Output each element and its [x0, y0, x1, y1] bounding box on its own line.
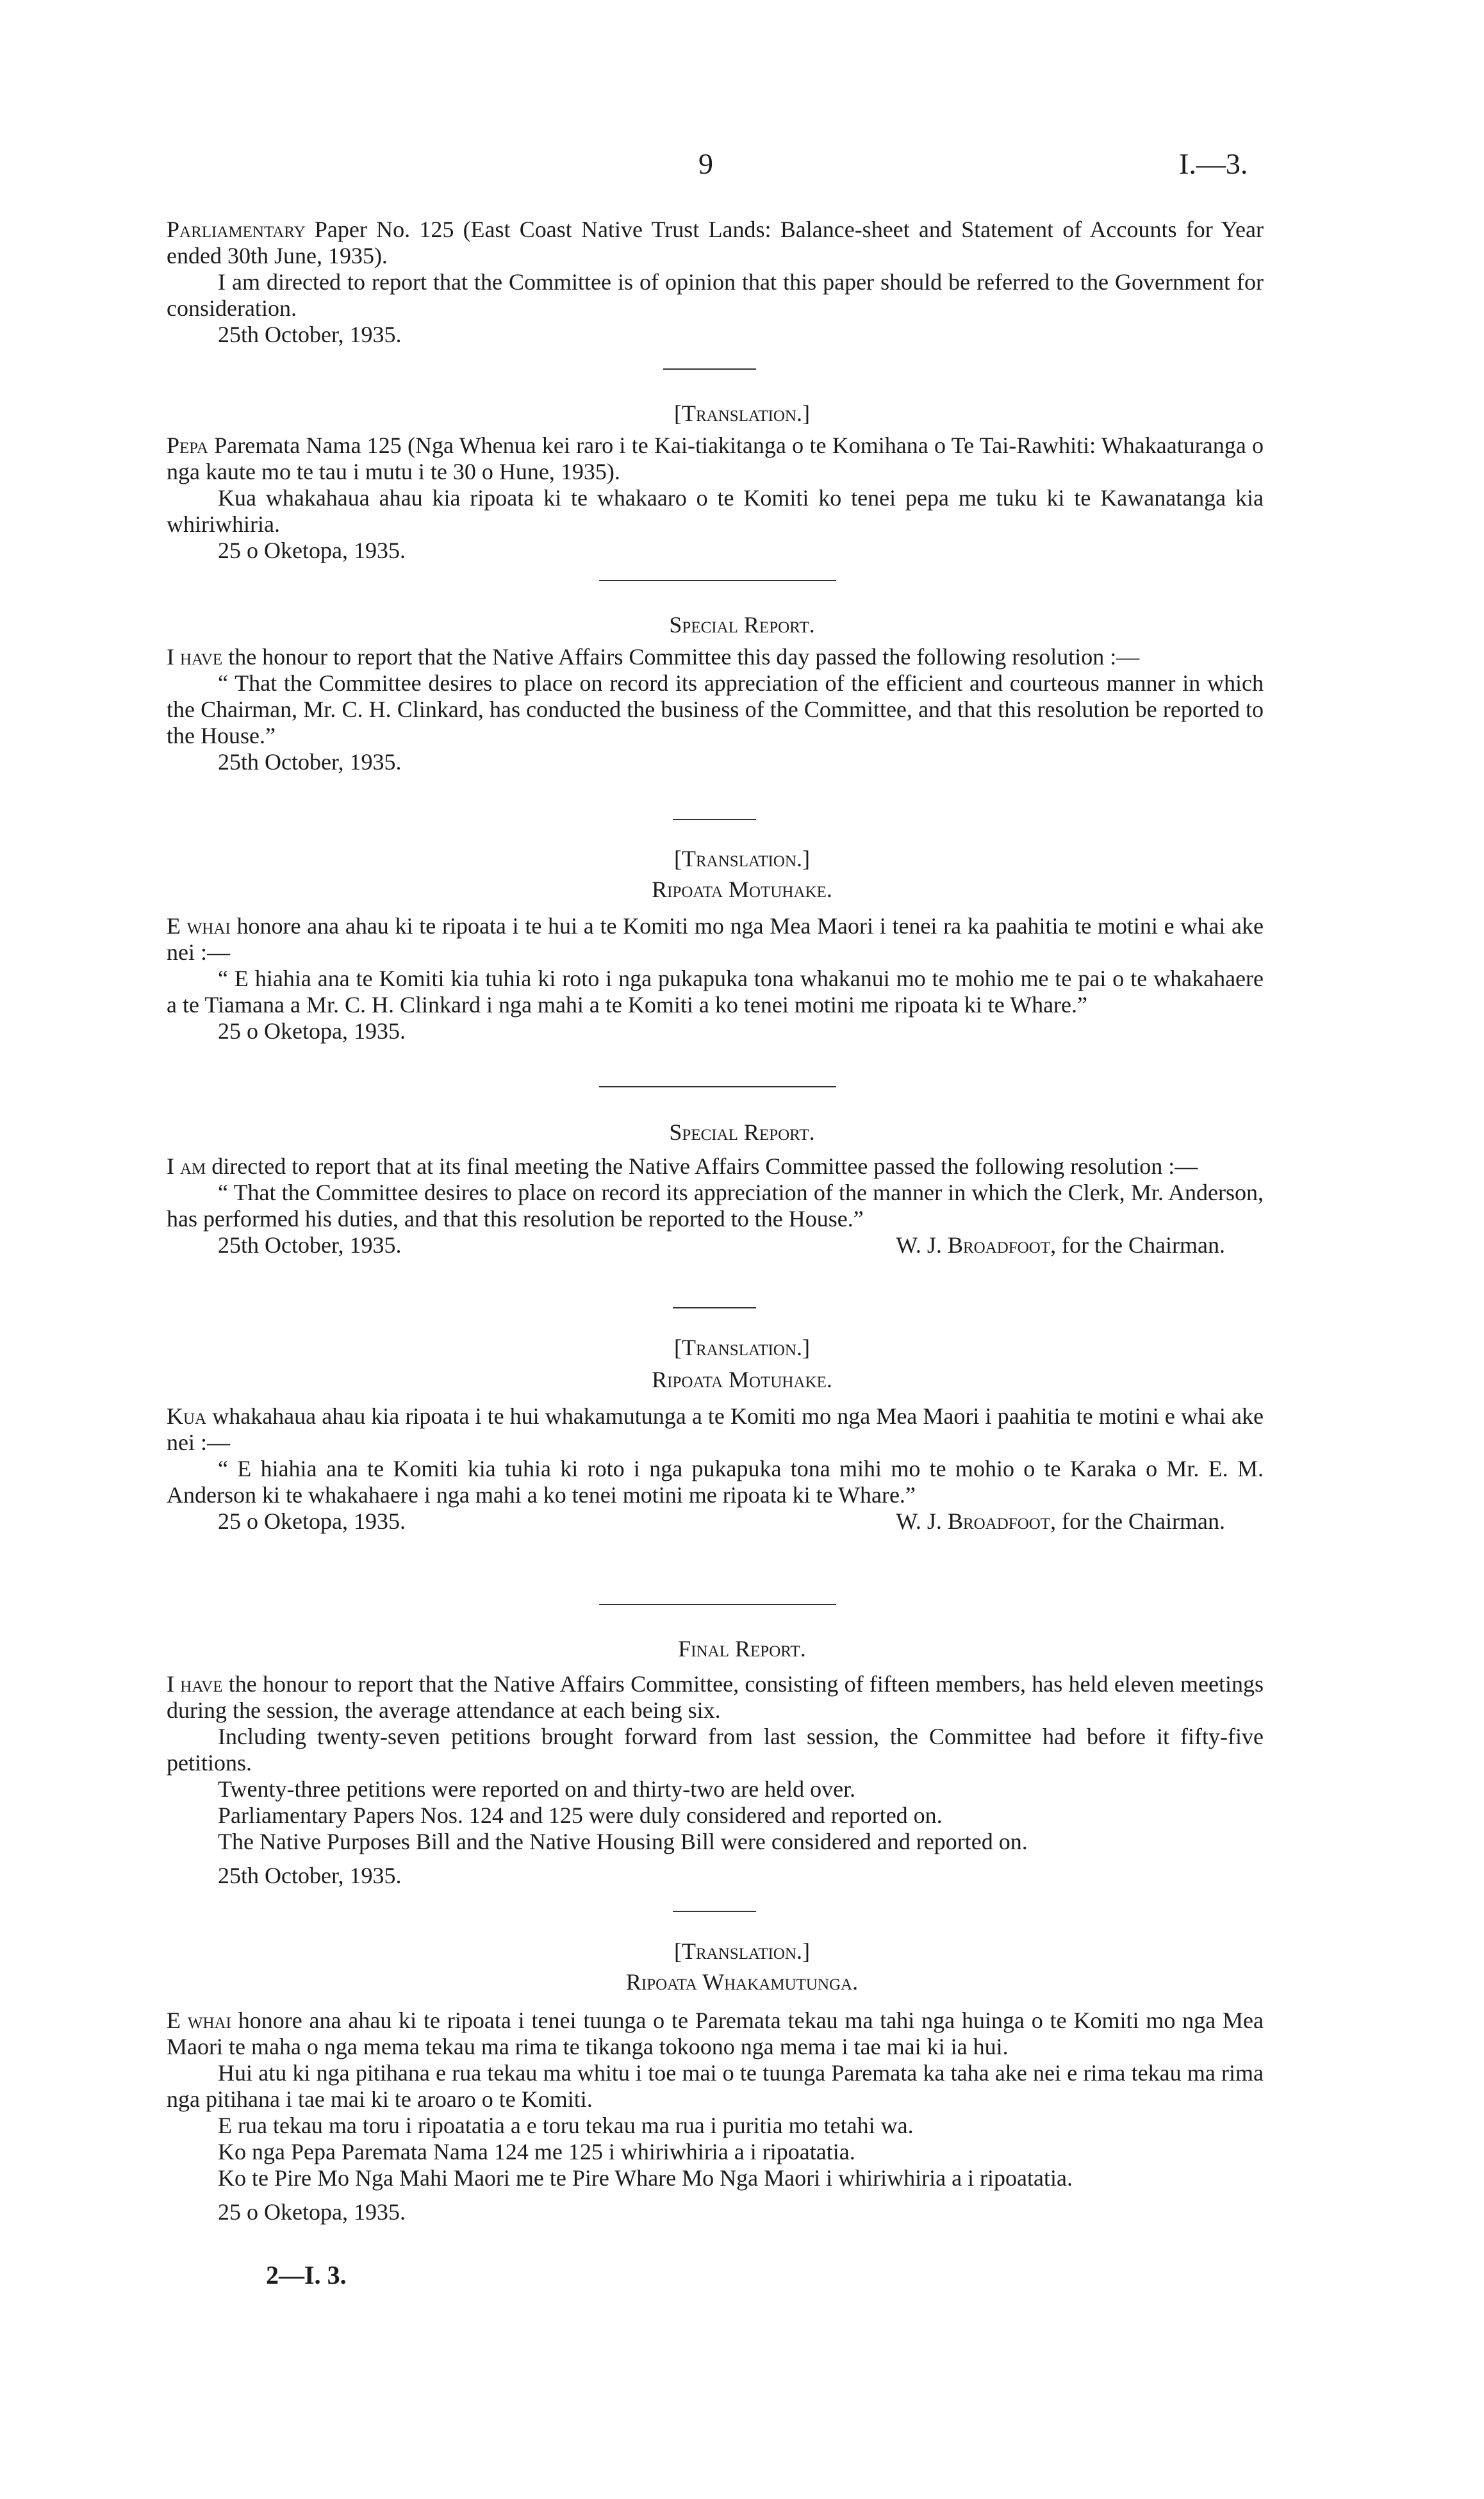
report-paragraph: Including twenty-seven petitions brought forward from last session, the Committee had before it fifty-five petitions. [167, 1724, 1264, 1776]
resolution-quote: “ That the Committee desires to place on record its appreciation of the efficient and courteous manner in which the Chairman, Mr. C. H. Clinkard, has conducted the business of the Committee, and that this resolution be reported to the House.” [167, 670, 1264, 748]
resolution-quote: “ E hiahia ana te Komiti kia tuhia ki roto i nga pukapuka tona mihi mo te mohio o te Karaka o Mr. E. M. Anderson ki te whakahaere i nga mahi a ko tenei motini me ripoata ki te Whare.” [167, 1456, 1264, 1508]
report-date: 25th October, 1935. [218, 322, 402, 347]
report-paragraph: Kua whakahaua ahau kia ripoata ki te whakaaro o te Komiti ko tenei pepa me tuku ki te Kawanatanga kia whiriwhiria. [167, 485, 1264, 537]
paragraph-lead: I have [167, 1671, 223, 1697]
paragraph-lead: I am [167, 1153, 206, 1179]
report-date: 25th October, 1935. [218, 1863, 402, 1888]
paragraph-lead: E whai [167, 913, 231, 939]
paragraph-lead: Pepa [167, 433, 208, 458]
section-divider [599, 580, 836, 581]
translation-subheading: Ripoata Motuhake. [652, 877, 832, 902]
short-divider [673, 1307, 756, 1308]
paragraph-lead: Parliamentary [167, 217, 306, 242]
signature-mark: 2—I. 3. [266, 2261, 347, 2289]
translation-heading: [Translation.] [674, 846, 810, 871]
report-paragraph: Parliamentary Papers Nos. 124 and 125 were duly considered and reported on. [218, 1802, 943, 1828]
report-date: 25th October, 1935. [218, 1232, 402, 1258]
report-date: 25 o Oketopa, 1935. [218, 2199, 406, 2225]
section-heading: Special Report. [669, 612, 815, 638]
report-date: 25 o Oketopa, 1935. [218, 1018, 406, 1044]
section-divider [599, 1604, 836, 1605]
final-report: I have the honour to report that the Native Affairs Committee, consisting of fifteen members, has held eleven meetings during the session, the average attendance at each being six. Including twenty-seven petitions brought forward from last session, the Committee had before it fifty-five petitions. Twenty-three petitions were reported on and thirty-two are held over. Parliamentary Papers Nos. 124 and 125 were duly considered and reported on. The Native Purposes Bill and the Native Housing Bill were considered and reported on. 25th October, 1935. [167, 1671, 1264, 1888]
paragraph-lead: E whai [167, 2008, 231, 2033]
resolution-quote: “ That the Committee desires to place on record its appreciation of the manner in which the Clerk, Mr. Anderson, has performed his duties, and that this resolution be reported to the House.” [167, 1180, 1264, 1232]
report-paragraph: I am directed to report that the Committee is of opinion that this paper should be referred to the Government for consideration. [167, 269, 1264, 321]
short-divider [673, 1911, 756, 1912]
special-report-clerk: I am directed to report that at its final meeting the Native Affairs Committee passed the following resolution :— “ That the Committee desires to place on record its appreciation of the manner in which the Clerk, Mr. Anderson, has performed his duties, and that this resolution be reported to the House.” 25th October, 1935. W. J. Broadfoot, for the Chairman. [167, 1153, 1264, 1258]
report-date: 25th October, 1935. [218, 749, 402, 775]
paragraph-lead: Kua [167, 1403, 207, 1429]
translation-subheading: Ripoata Motuhake. [652, 1367, 832, 1392]
translation-heading: [Translation.] [674, 1938, 810, 1964]
section-heading: Final Report. [678, 1636, 806, 1662]
translation-heading: [Translation.] [674, 400, 810, 426]
signature: W. J. Broadfoot, for the Chairman. [896, 1232, 1225, 1258]
special-report-chairman-translation: E whai honore ana ahau ki te ripoata i te hui a te Komiti mo nga Mea Maori i tenei ra ka paahitia te motini e whai ake nei :— “ E hiahia ana te Komiti kia tuhia ki roto i nga pukapuka tona whakanui mo te mohio me te pai o te whakahaere a te Tiamana a Mr. C. H. Clinkard i nga mahi a te Komiti a ko tenei motini me ripoata ki te Whare.” 25 o Oketopa, 1935. [167, 913, 1264, 1044]
signature: W. J. Broadfoot, for the Chairman. [896, 1508, 1225, 1534]
paper-125-report [167, 217, 1264, 348]
final-report-translation: E whai honore ana ahau ki te ripoata i tenei tuunga o te Paremata tekau ma tahi nga huinga o te Komiti mo nga Mea Maori te maha o nga mema tekau ma rima te tikanga tokoono nga mema i tae mai ki ia hui. Hui atu ki nga pitihana e rua tekau ma whitu i toe mai o te tuunga Paremata ka taha ake nei e rima tekau ma rima nga pitihana i tae mai ki te aroaro o te Komiti. E rua tekau ma toru i ripoatatia a e toru tekau ma rua i puritia mo tetahi wa. Ko nga Pepa Paremata Nama 124 me 125 i whiriwhiria a i ripoatatia. Ko te Pire Mo Nga Mahi Maori me te Pire Whare Mo Nga Maori i whiriwhiria a i ripoatatia. 25 o Oketopa, 1935. [167, 2008, 1264, 2225]
short-divider [673, 819, 756, 820]
translation-heading: [Translation.] [674, 1335, 810, 1360]
paragraph-lead: I have [167, 644, 223, 670]
section-divider [599, 1086, 836, 1087]
translation-subheading: Ripoata Whakamutunga. [625, 1969, 859, 1995]
date-signature-row [167, 1232, 1264, 1258]
date-signature-row [167, 1508, 1264, 1535]
report-paragraph: E rua tekau ma toru i ripoatatia a e toru tekau ma rua i puritia mo tetahi wa. [218, 2113, 914, 2138]
paper-title: Paremata Nama 125 (Nga Whenua kei raro i te Kai-tiakitanga o te Komihana o Te Tai-Rawhiti: Whakaaturanga o nga kaute mo te tau i mutu i te 30 o Hune, 1935). [167, 433, 1264, 484]
report-paragraph: Ko nga Pepa Paremata Nama 124 me 125 i whiriwhiria a i ripoatatia. [218, 2139, 855, 2165]
short-divider [663, 368, 756, 370]
paper-title: Paper No. 125 (East Coast Native Trust Lands: Balance-sheet and Statement of Accounts for Year ended 30th June, 1935). [167, 217, 1264, 268]
resolution-quote: “ E hiahia ana te Komiti kia tuhia ki roto i nga pukapuka tona whakanui mo te mohio me te pai o te whakahaere a te Tiamana a Mr. C. H. Clinkard i nga mahi a te Komiti a ko tenei motini me ripoata ki te Whare.” [167, 966, 1264, 1018]
report-paragraph: Twenty-three petitions were reported on and thirty-two are held over. [218, 1776, 856, 1802]
report-date: 25 o Oketopa, 1935. [218, 538, 406, 563]
page-number: 9 [698, 147, 713, 180]
section-heading: Special Report. [669, 1119, 815, 1145]
report-date: 25 o Oketopa, 1935. [218, 1508, 406, 1534]
paper-125-translation [167, 433, 1264, 564]
document-reference: I.—3. [1179, 147, 1248, 180]
report-paragraph: Hui atu ki nga pitihana e rua tekau ma whitu i toe mai o te tuunga Paremata ka taha ake nei e rima tekau ma rima nga pitihana i tae mai ki te aroaro o te Komiti. [167, 2060, 1264, 2112]
report-paragraph: The Native Purposes Bill and the Native Housing Bill were considered and reported on. [218, 1829, 1028, 1854]
special-report-clerk-translation: Kua whakahaua ahau kia ripoata i te hui whakamutunga a te Komiti mo nga Mea Maori i paahitia te motini e whai ake nei :— “ E hiahia ana te Komiti kia tuhia ki roto i nga pukapuka tona mihi mo te mohio o te Karaka o Mr. E. M. Anderson ki te whakahaere i nga mahi a ko tenei motini me ripoata ki te Whare.” 25 o Oketopa, 1935. W. J. Broadfoot, for the Chairman. [167, 1403, 1264, 1534]
report-paragraph: Ko te Pire Mo Nga Mahi Maori me te Pire Whare Mo Nga Maori i whiriwhiria a i ripoatatia. [218, 2165, 1073, 2191]
special-report-chairman: I have the honour to report that the Native Affairs Committee this day passed the following resolution :— “ That the Committee desires to place on record its appreciation of the efficient and courteous manner in which the Chairman, Mr. C. H. Clinkard, has conducted the business of the Committee, and that this resolution be reported to the House.” 25th October, 1935. [167, 644, 1264, 775]
